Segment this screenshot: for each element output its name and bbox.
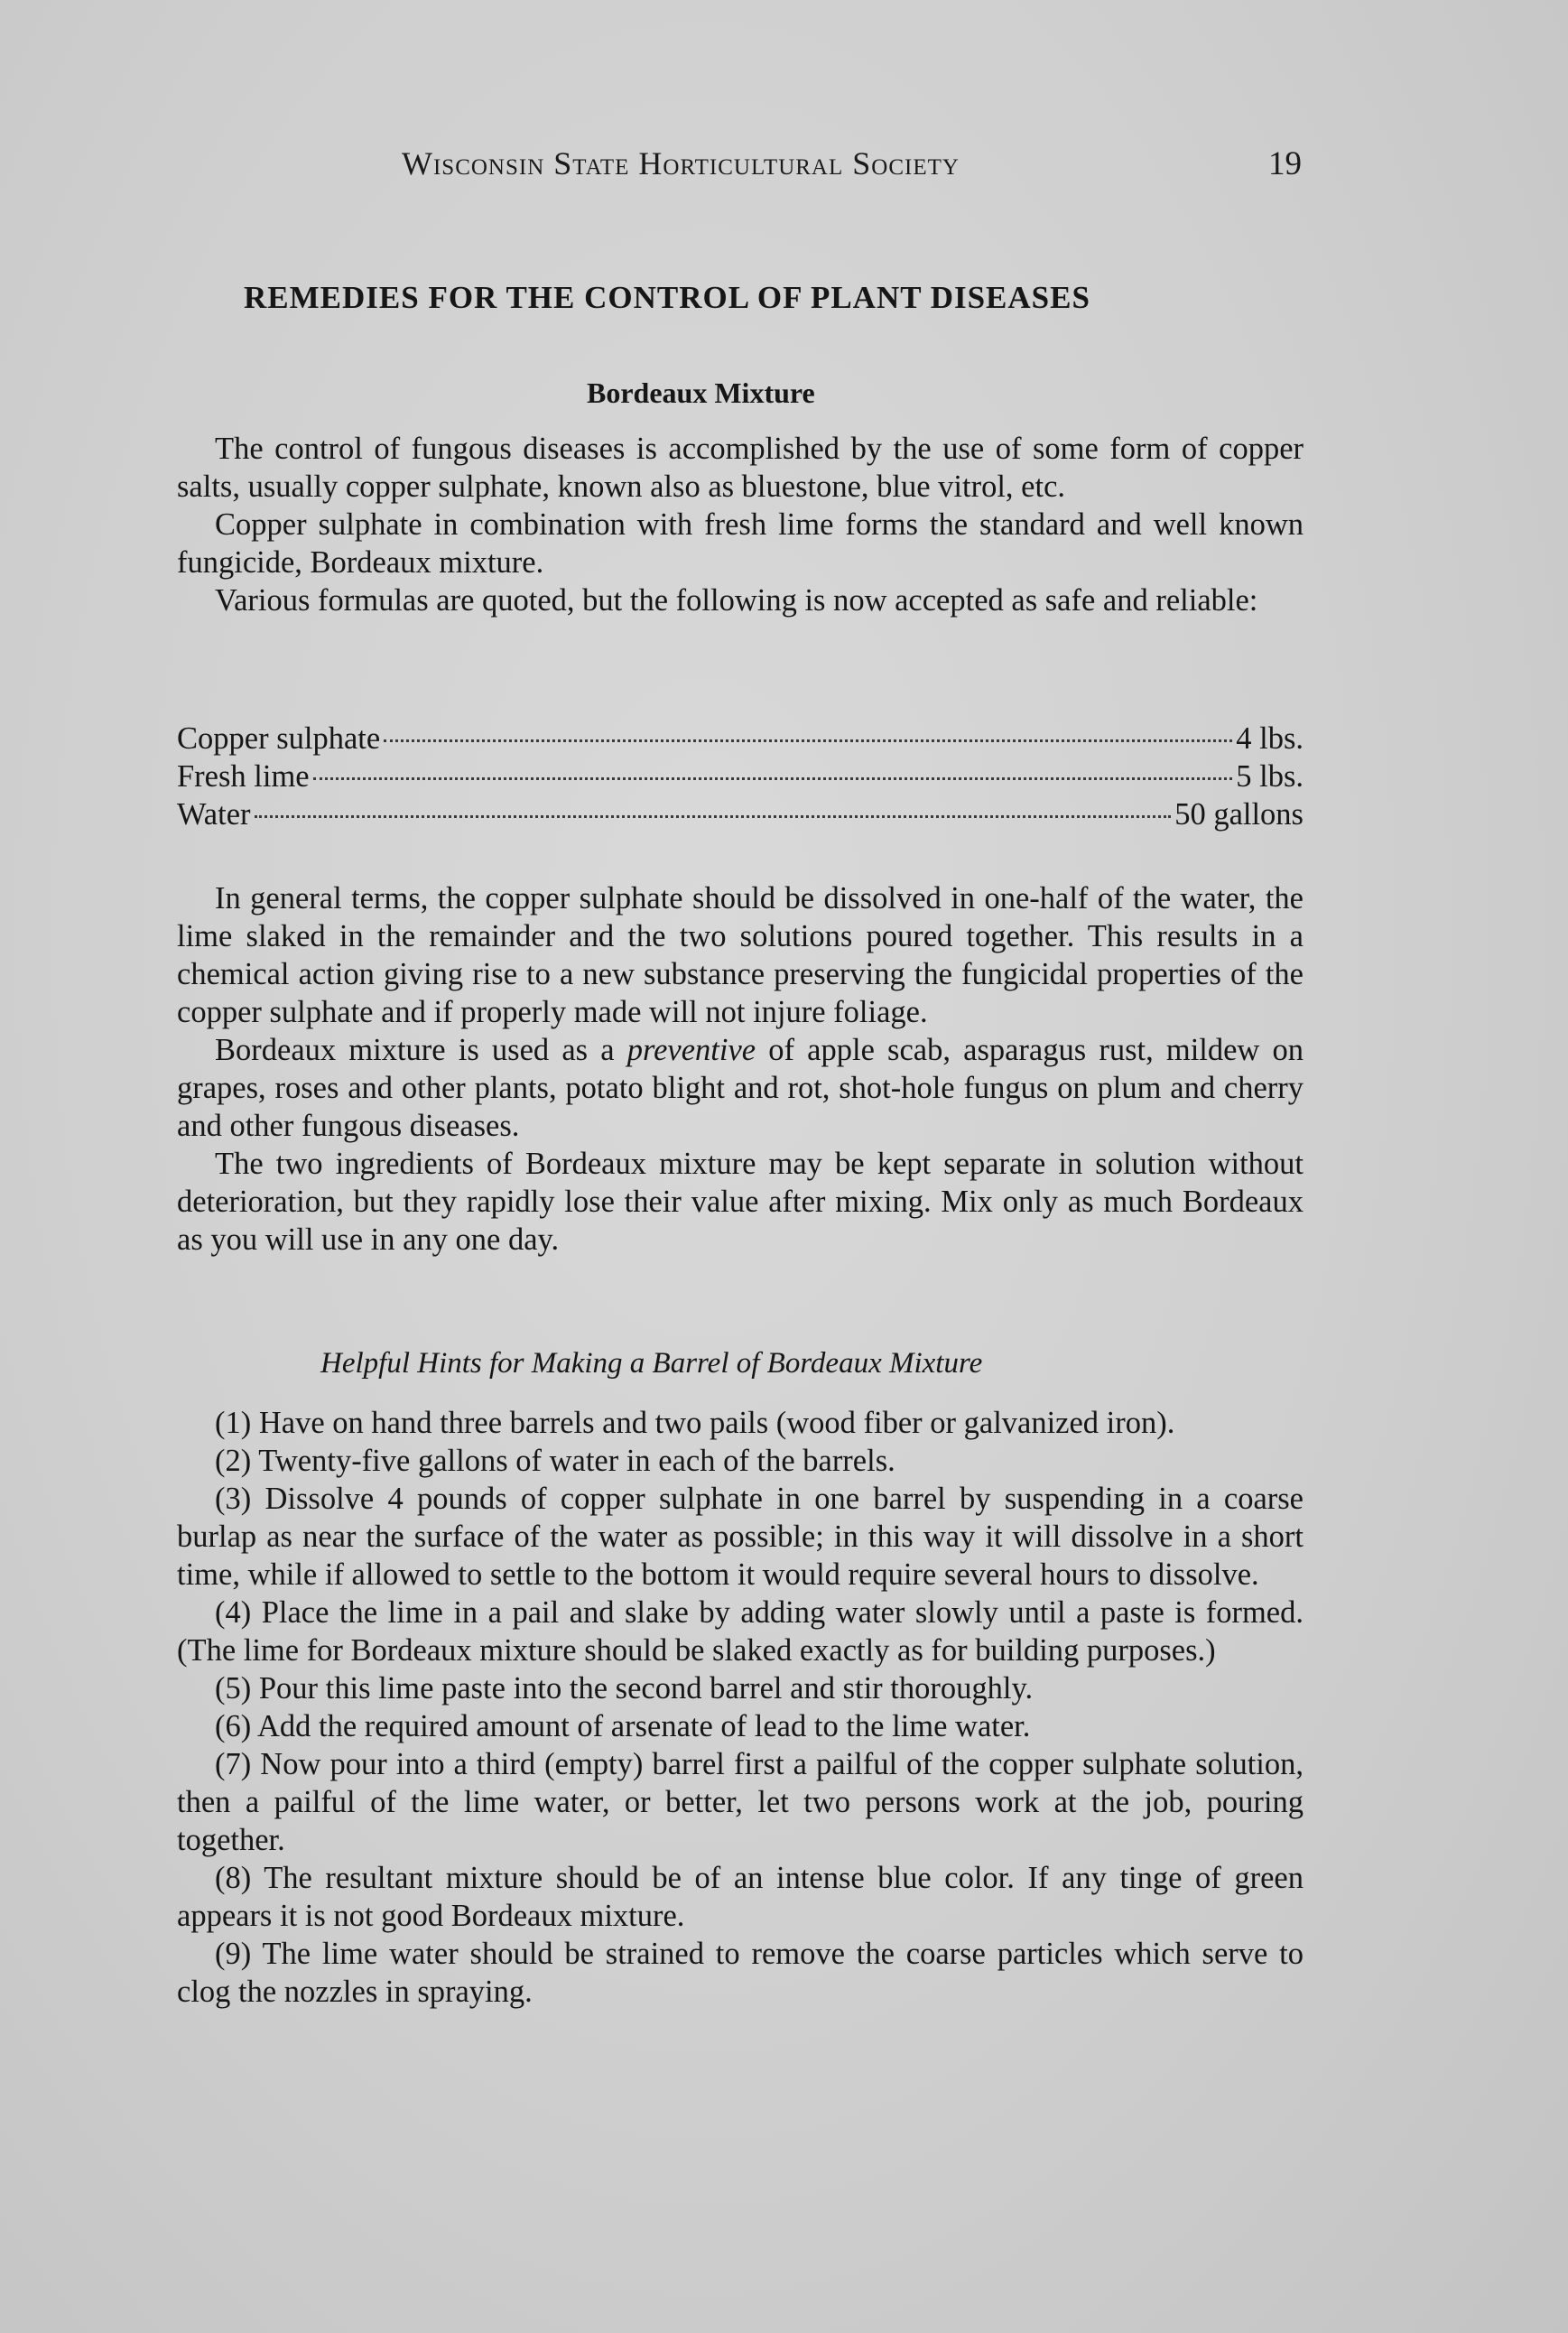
hint-item: (8) The resultant mixture should be of an intense blue color. If any tinge of green appears it is not good Bordeaux mixture. [177,1861,1304,1933]
ingredient-name: Copper sulphate [177,721,381,756]
formula-table [177,720,1304,833]
hints-list [177,1404,1304,2011]
paragraph: Copper sulphate in combination with fresh lime forms the standard and well known fungicide, Bordeaux mixture. [177,507,1304,580]
hint-item: (6) Add the required amount of arsenate of lead to the lime water. [215,1709,1031,1743]
body-text [177,879,1304,1259]
dot-leader [313,777,1233,780]
running-head: Wisconsin State Horticultural Society [402,145,960,181]
page-number: 19 [1268,145,1302,182]
paragraph-text: of apple scab, asparagus rust, mildew on grapes, roses and other plants, potato blight and rot, shot-hole fungus on plum and cherry and other fungous diseases. [177,1033,1304,1143]
paragraph: Various formulas are quoted, but the following is now accepted as safe and reliable: [215,583,1258,618]
hint-item: (2) Twenty-five gallons of water in each of the barrels. [215,1444,895,1478]
ingredient-amount: 5 lbs. [1236,759,1304,794]
dot-leader [384,739,1232,742]
paragraph [177,1031,1304,1145]
emphasis-preventive: preventive [626,1033,756,1067]
paragraph: The control of fungous diseases is accomplished by the use of some form of copper salts, usually copper sulphate, known also as bluestone, blue vitrol, etc. [177,432,1304,504]
ingredient-name: Fresh lime [177,759,310,794]
formula-row [177,795,1304,833]
hint-item: (4) Place the lime in a pail and slake by adding water slowly until a paste is formed. (The lime for Bordeaux mixture should be slaked exactly as for building purposes.) [177,1595,1304,1668]
formula-row [177,720,1304,758]
paragraph: In general terms, the copper sulphate should be dissolved in one-half of the water, the lime slaked in the remainder and the two solutions poured together. This results in a chemical action giving rise to a new substance preserving the fungicidal properties of the copper sulphate and if properly made will not injure foliage. [177,881,1304,1029]
hint-item: (7) Now pour into a third (empty) barrel first a pailful of the copper sulphate solution, then a pailful of the lime water, or better, let two persons work at the job, pouring together. [177,1747,1304,1857]
hint-item: (3) Dissolve 4 pounds of copper sulphate in one barrel by suspending in a coarse burlap as near the surface of the water as possible; in this way it will dissolve in a short time, while if allowed to settle to the bottom it would require several hours to dissolve. [177,1482,1304,1592]
hint-item: (5) Pour this lime paste into the second barrel and stir thoroughly. [215,1671,1034,1706]
section-subtitle: Bordeaux Mixture [587,376,815,409]
ingredient-amount: 4 lbs. [1236,721,1304,756]
paragraph: The two ingredients of Bordeaux mixture may be kept separate in solution without deterioration, but they rapidly lose their value after mixing. Mix only as much Bordeaux as you will use in any one day. [177,1147,1304,1257]
dot-leader [255,815,1172,818]
ingredient-amount: 50 gallons [1174,797,1304,832]
hint-item: (1) Have on hand three barrels and two pails (wood fiber or galvanized iron). [215,1406,1175,1440]
formula-row [177,758,1304,795]
paragraph-text: Bordeaux mixture is used as a [215,1033,627,1067]
ingredient-name: Water [177,797,251,832]
hint-item: (9) The lime water should be strained to remove the coarse particles which serve to clog the nozzles in spraying. [177,1937,1304,2009]
article-title: REMEDIES FOR THE CONTROL OF PLANT DISEASES [244,280,1090,315]
hints-heading: Helpful Hints for Making a Barrel of Bordeaux Mixture [320,1347,983,1380]
intro-text [177,430,1304,619]
